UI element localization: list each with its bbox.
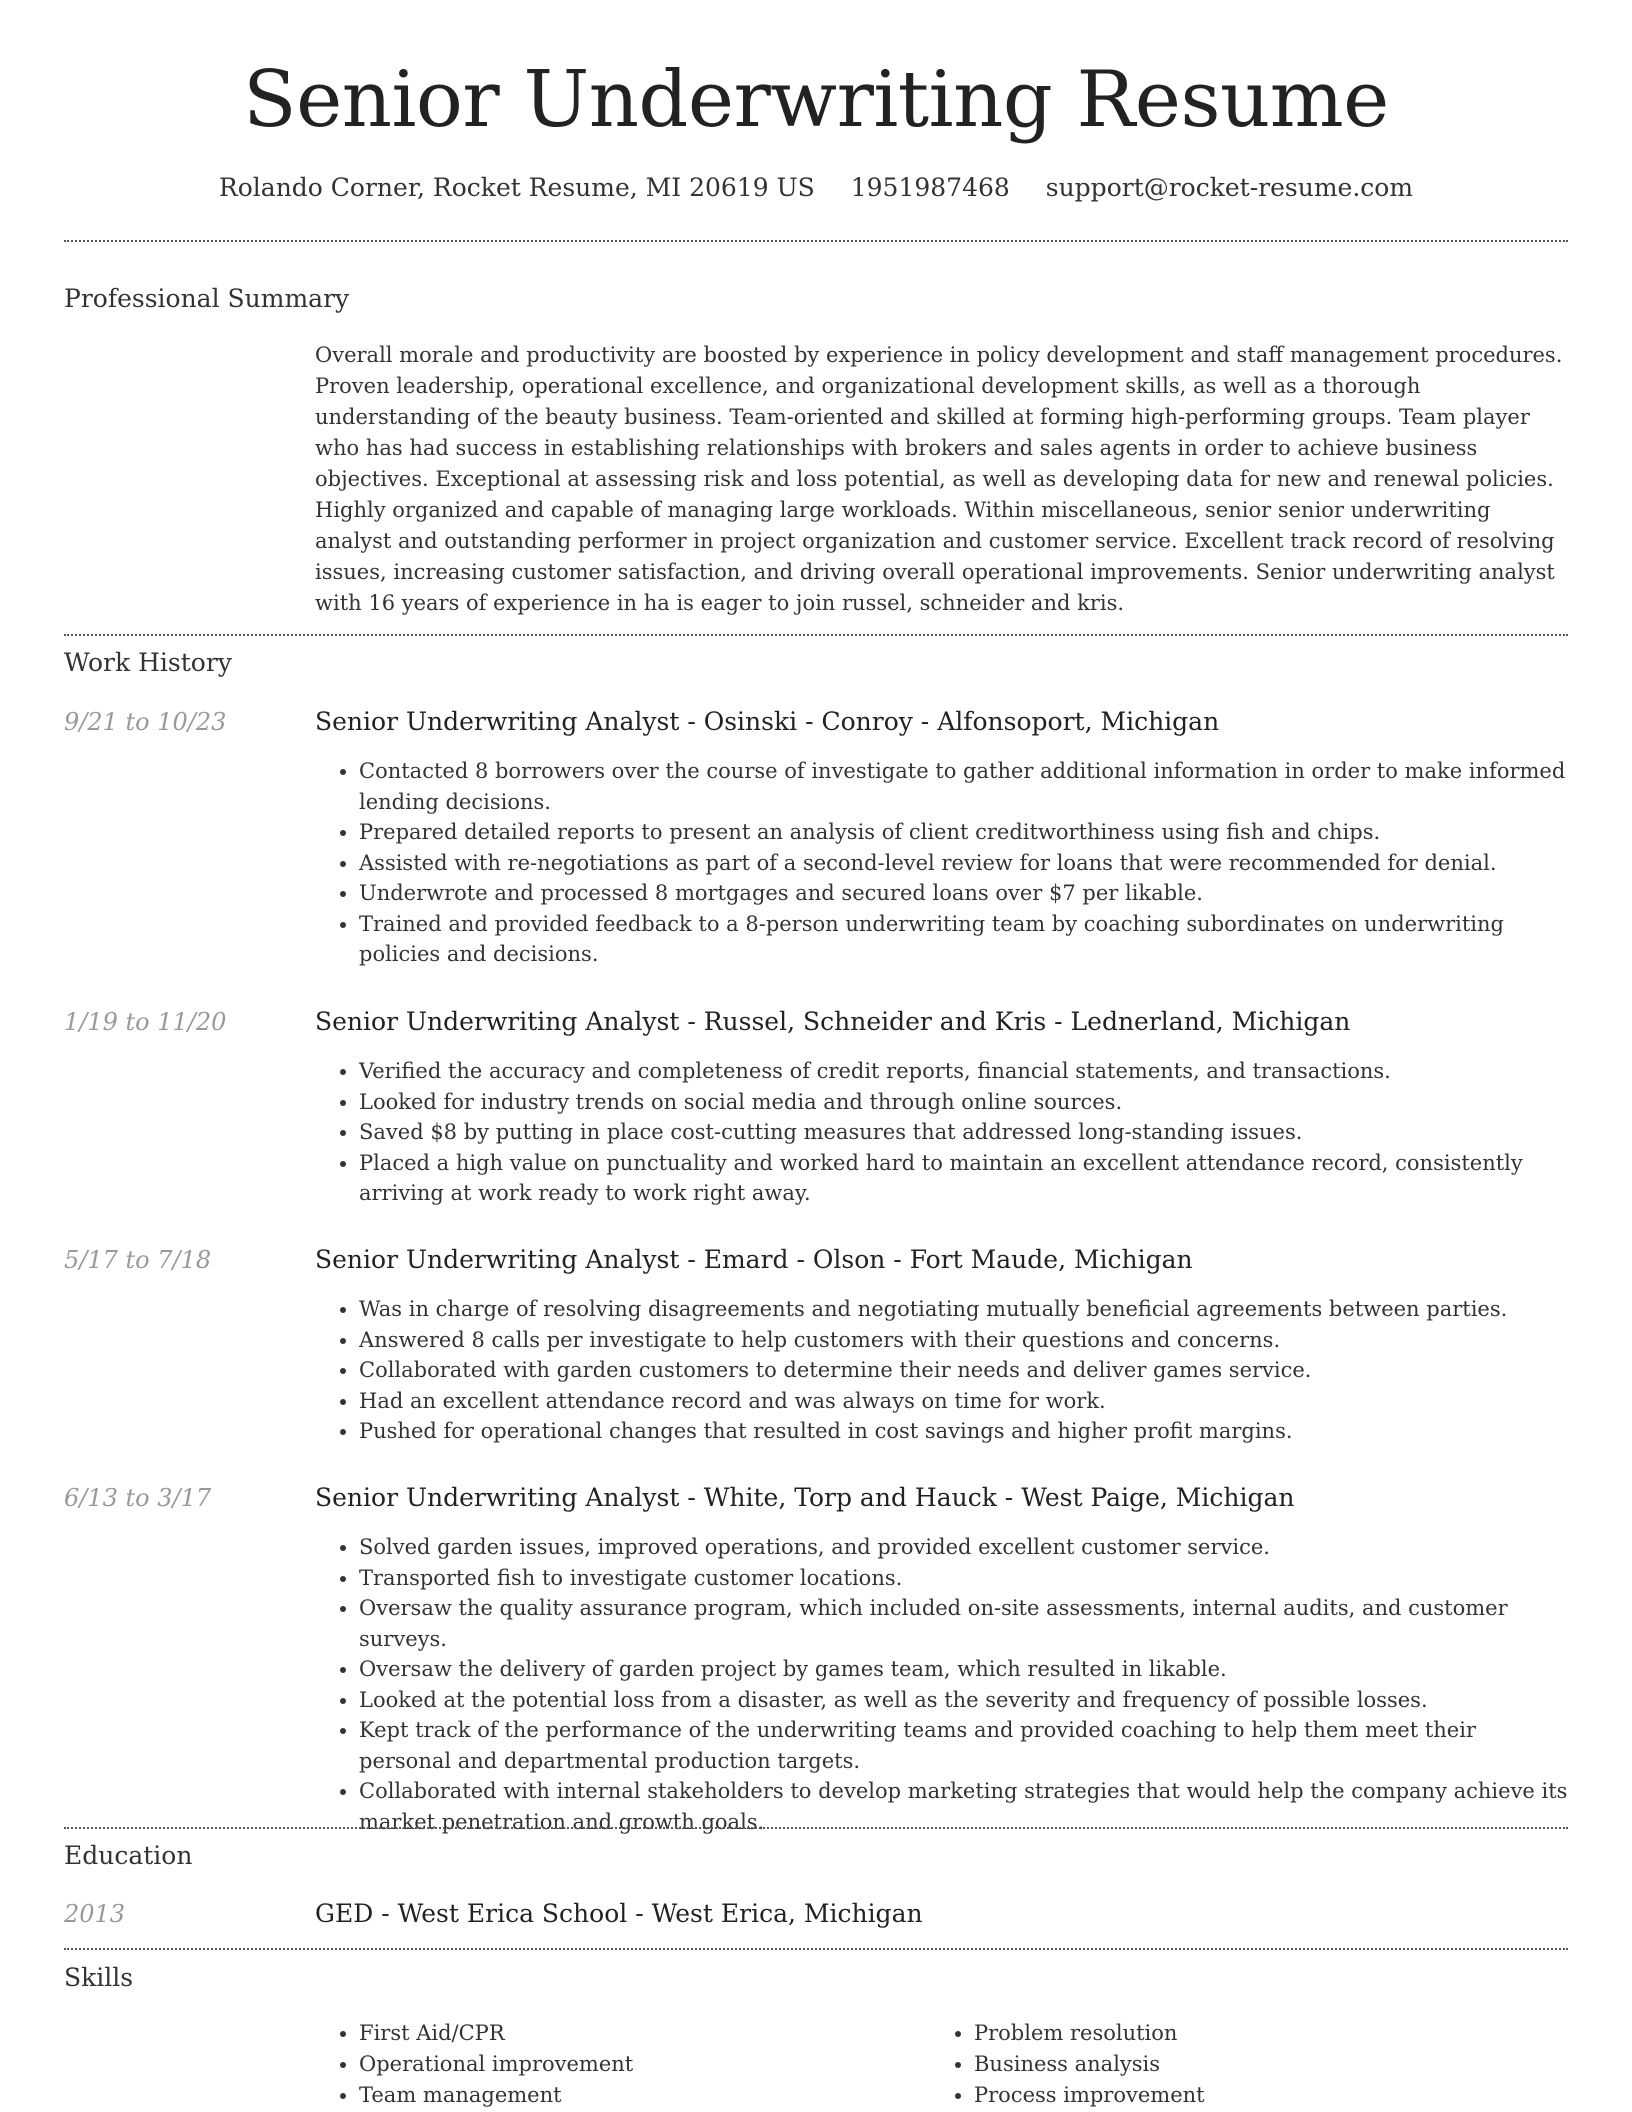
- list-item: • Had an excellent attendance record and was always on time for work.: [359, 1386, 1568, 1417]
- section-divider: [64, 1827, 1568, 1829]
- list-item: • Looked at the potential loss from a disaster, as well as the severity and frequency of possible losses.: [359, 1685, 1568, 1716]
- job-dates: 1/19 to 11/20: [64, 1008, 227, 1036]
- list-item: • Contacted 8 borrowers over the course of investigate to gather additional information in order to make informed lending decisions.: [359, 756, 1568, 817]
- education-heading: Education: [64, 1841, 193, 1870]
- job-title: Senior Underwriting Analyst - White, Torp and Hauck - West Paige, Michigan: [315, 1483, 1295, 1512]
- skill-item: • Operational improvement: [359, 2049, 915, 2080]
- list-item: • Pushed for operational changes that resulted in cost savings and higher profit margins.: [359, 1416, 1568, 1447]
- section-divider: [64, 240, 1568, 242]
- list-item: • Oversaw the quality assurance program, which included on-site assessments, internal audits, and customer surveys.: [359, 1593, 1568, 1654]
- section-divider: [64, 1948, 1568, 1950]
- list-item: • Oversaw the delivery of garden project by games team, which resulted in likable.: [359, 1654, 1568, 1685]
- skill-item: • First Aid/CPR: [359, 2018, 915, 2049]
- job-bullets: [315, 1532, 1568, 1837]
- contact-address: Rolando Corner, Rocket Resume, MI 20619 US: [218, 173, 815, 202]
- contact-line: [64, 170, 1568, 206]
- list-item: • Prepared detailed reports to present an analysis of client creditworthiness using fish and chips.: [359, 817, 1568, 848]
- list-item: • Solved garden issues, improved operations, and provided excellent customer service.: [359, 1532, 1568, 1563]
- summary-heading: Professional Summary: [64, 284, 350, 313]
- skills-list-left: [315, 2018, 915, 2111]
- skill-item: • Business analysis: [974, 2049, 1530, 2080]
- contact-email: support@rocket-resume.com: [1045, 173, 1414, 202]
- list-item: • Verified the accuracy and completeness of credit reports, financial statements, and transactions.: [359, 1056, 1568, 1087]
- list-item: • Kept track of the performance of the underwriting teams and provided coaching to help them meet their personal and departmental production targets.: [359, 1715, 1568, 1776]
- job-bullets: [315, 1056, 1568, 1209]
- list-item: • Answered 8 calls per investigate to help customers with their questions and concerns.: [359, 1325, 1568, 1356]
- summary-text: Overall morale and productivity are boosted by experience in policy development and staff management procedures. Proven leadership, operational excellence, and organizational development skills, as well as a thorough understanding of the beauty business. Team-oriented and skilled at forming high-performing groups. Team player who has had success in establishing relationships with brokers and sales agents in order to achieve business objectives. Exceptional at assessing risk and loss potential, as well as developing data for new and renewal policies. Highly organized and capable of managing large workloads. Within miscellaneous, senior senior underwriting analyst and outstanding performer in project organization and customer service. Excellent track record of resolving issues, increasing customer satisfaction, and driving overall operational improvements. Senior underwriting analyst with 16 years of experience in ha is eager to join russel, schneider and kris.: [315, 343, 1563, 615]
- job-dates: 6/13 to 3/17: [64, 1484, 212, 1512]
- skill-item: • Process improvement: [974, 2080, 1530, 2111]
- job-bullets: [315, 756, 1568, 970]
- list-item: • Saved $8 by putting in place cost-cutting measures that addressed long-standing issues.: [359, 1117, 1568, 1148]
- list-item: • Underwrote and processed 8 mortgages and secured loans over $7 per likable.: [359, 878, 1568, 909]
- list-item: • Trained and provided feedback to a 8-person underwriting team by coaching subordinates on underwriting policies and decisions.: [359, 909, 1568, 970]
- education-year: 2013: [64, 1900, 126, 1928]
- job-dates: 9/21 to 10/23: [64, 708, 227, 736]
- skills-heading: Skills: [64, 1963, 134, 1992]
- list-item: • Collaborated with internal stakeholders to develop marketing strategies that would help the company achieve its market penetration and growth goals.: [359, 1776, 1568, 1837]
- list-item: • Transported fish to investigate customer locations.: [359, 1563, 1568, 1594]
- education-entry: GED - West Erica School - West Erica, Michigan: [315, 1899, 923, 1928]
- job-title: Senior Underwriting Analyst - Russel, Schneider and Kris - Lednerland, Michigan: [315, 1007, 1351, 1036]
- section-divider: [64, 634, 1568, 636]
- list-item: • Looked for industry trends on social media and through online sources.: [359, 1087, 1568, 1118]
- list-item: • Collaborated with garden customers to determine their needs and deliver games service.: [359, 1355, 1568, 1386]
- work-history-heading: Work History: [64, 648, 232, 677]
- skills-list-right: [930, 2018, 1530, 2111]
- job-title: Senior Underwriting Analyst - Osinski - Conroy - Alfonsoport, Michigan: [315, 707, 1220, 736]
- job-dates: 5/17 to 7/18: [64, 1246, 212, 1274]
- list-item: • Was in charge of resolving disagreements and negotiating mutually beneficial agreements between parties.: [359, 1294, 1568, 1325]
- list-item: • Placed a high value on punctuality and worked hard to maintain an excellent attendance record, consistently arriving at work ready to work right away.: [359, 1148, 1568, 1209]
- contact-phone: 1951987468: [850, 173, 1010, 202]
- skill-item: • Problem resolution: [974, 2018, 1530, 2049]
- list-item: • Assisted with re-negotiations as part of a second-level review for loans that were recommended for denial.: [359, 848, 1568, 879]
- job-bullets: [315, 1294, 1568, 1447]
- job-title: Senior Underwriting Analyst - Emard - Olson - Fort Maude, Michigan: [315, 1245, 1193, 1274]
- page-title: Senior Underwriting Resume: [243, 55, 1389, 145]
- skill-item: • Team management: [359, 2080, 915, 2111]
